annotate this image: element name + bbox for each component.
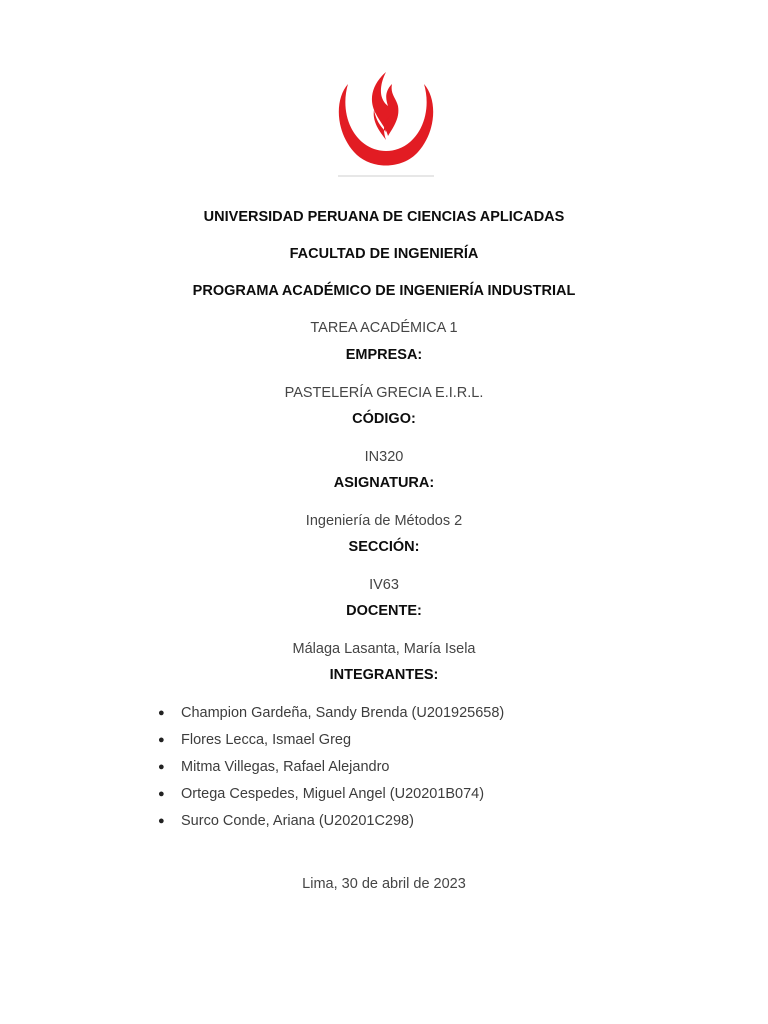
- section-value: IV63: [369, 577, 399, 593]
- list-item: [158, 731, 504, 758]
- company-value: PASTELERÍA GRECIA E.I.R.L.: [284, 385, 484, 401]
- member-name: Champion Gardeña, Sandy Brenda (U201925658): [181, 705, 505, 721]
- member-name: Ortega Cespedes, Miguel Angel (U20201B074): [181, 786, 485, 802]
- bullet-icon: ●: [158, 761, 165, 773]
- code-label: CÓDIGO:: [352, 411, 416, 427]
- assignment-title: TAREA ACADÉMICA 1: [310, 320, 458, 336]
- company-label: EMPRESA:: [345, 347, 423, 363]
- member-name: Surco Conde, Ariana (U20201C298): [181, 813, 414, 829]
- program-name: PROGRAMA ACADÉMICO DE INGENIERÍA INDUSTRIAL: [192, 283, 576, 299]
- bullet-icon: ●: [158, 707, 165, 719]
- teacher-value: Málaga Lasanta, María Isela: [292, 641, 476, 657]
- bullet-icon: ●: [158, 734, 165, 746]
- member-name: Mitma Villegas, Rafael Alejandro: [181, 759, 390, 775]
- place-date: Lima, 30 de abril de 2023: [302, 876, 466, 892]
- list-item: [158, 758, 504, 785]
- code-value: IN320: [364, 449, 404, 465]
- section-label: SECCIÓN:: [348, 539, 420, 555]
- teacher-label: DOCENTE:: [346, 603, 422, 619]
- upc-flame-logo-icon: [334, 70, 438, 180]
- faculty-name: FACULTAD DE INGENIERÍA: [289, 246, 479, 262]
- list-item: [158, 812, 504, 839]
- members-label: INTEGRANTES:: [329, 667, 439, 683]
- university-name: UNIVERSIDAD PERUANA DE CIENCIAS APLICADAS: [203, 209, 565, 225]
- members-list: [158, 704, 504, 839]
- member-name: Flores Lecca, Ismael Greg: [181, 732, 352, 748]
- list-item: [158, 785, 504, 812]
- course-label: ASIGNATURA:: [333, 475, 435, 491]
- bullet-icon: ●: [158, 788, 165, 800]
- bullet-icon: ●: [158, 815, 165, 827]
- course-value: Ingeniería de Métodos 2: [305, 513, 463, 529]
- list-item: [158, 704, 504, 731]
